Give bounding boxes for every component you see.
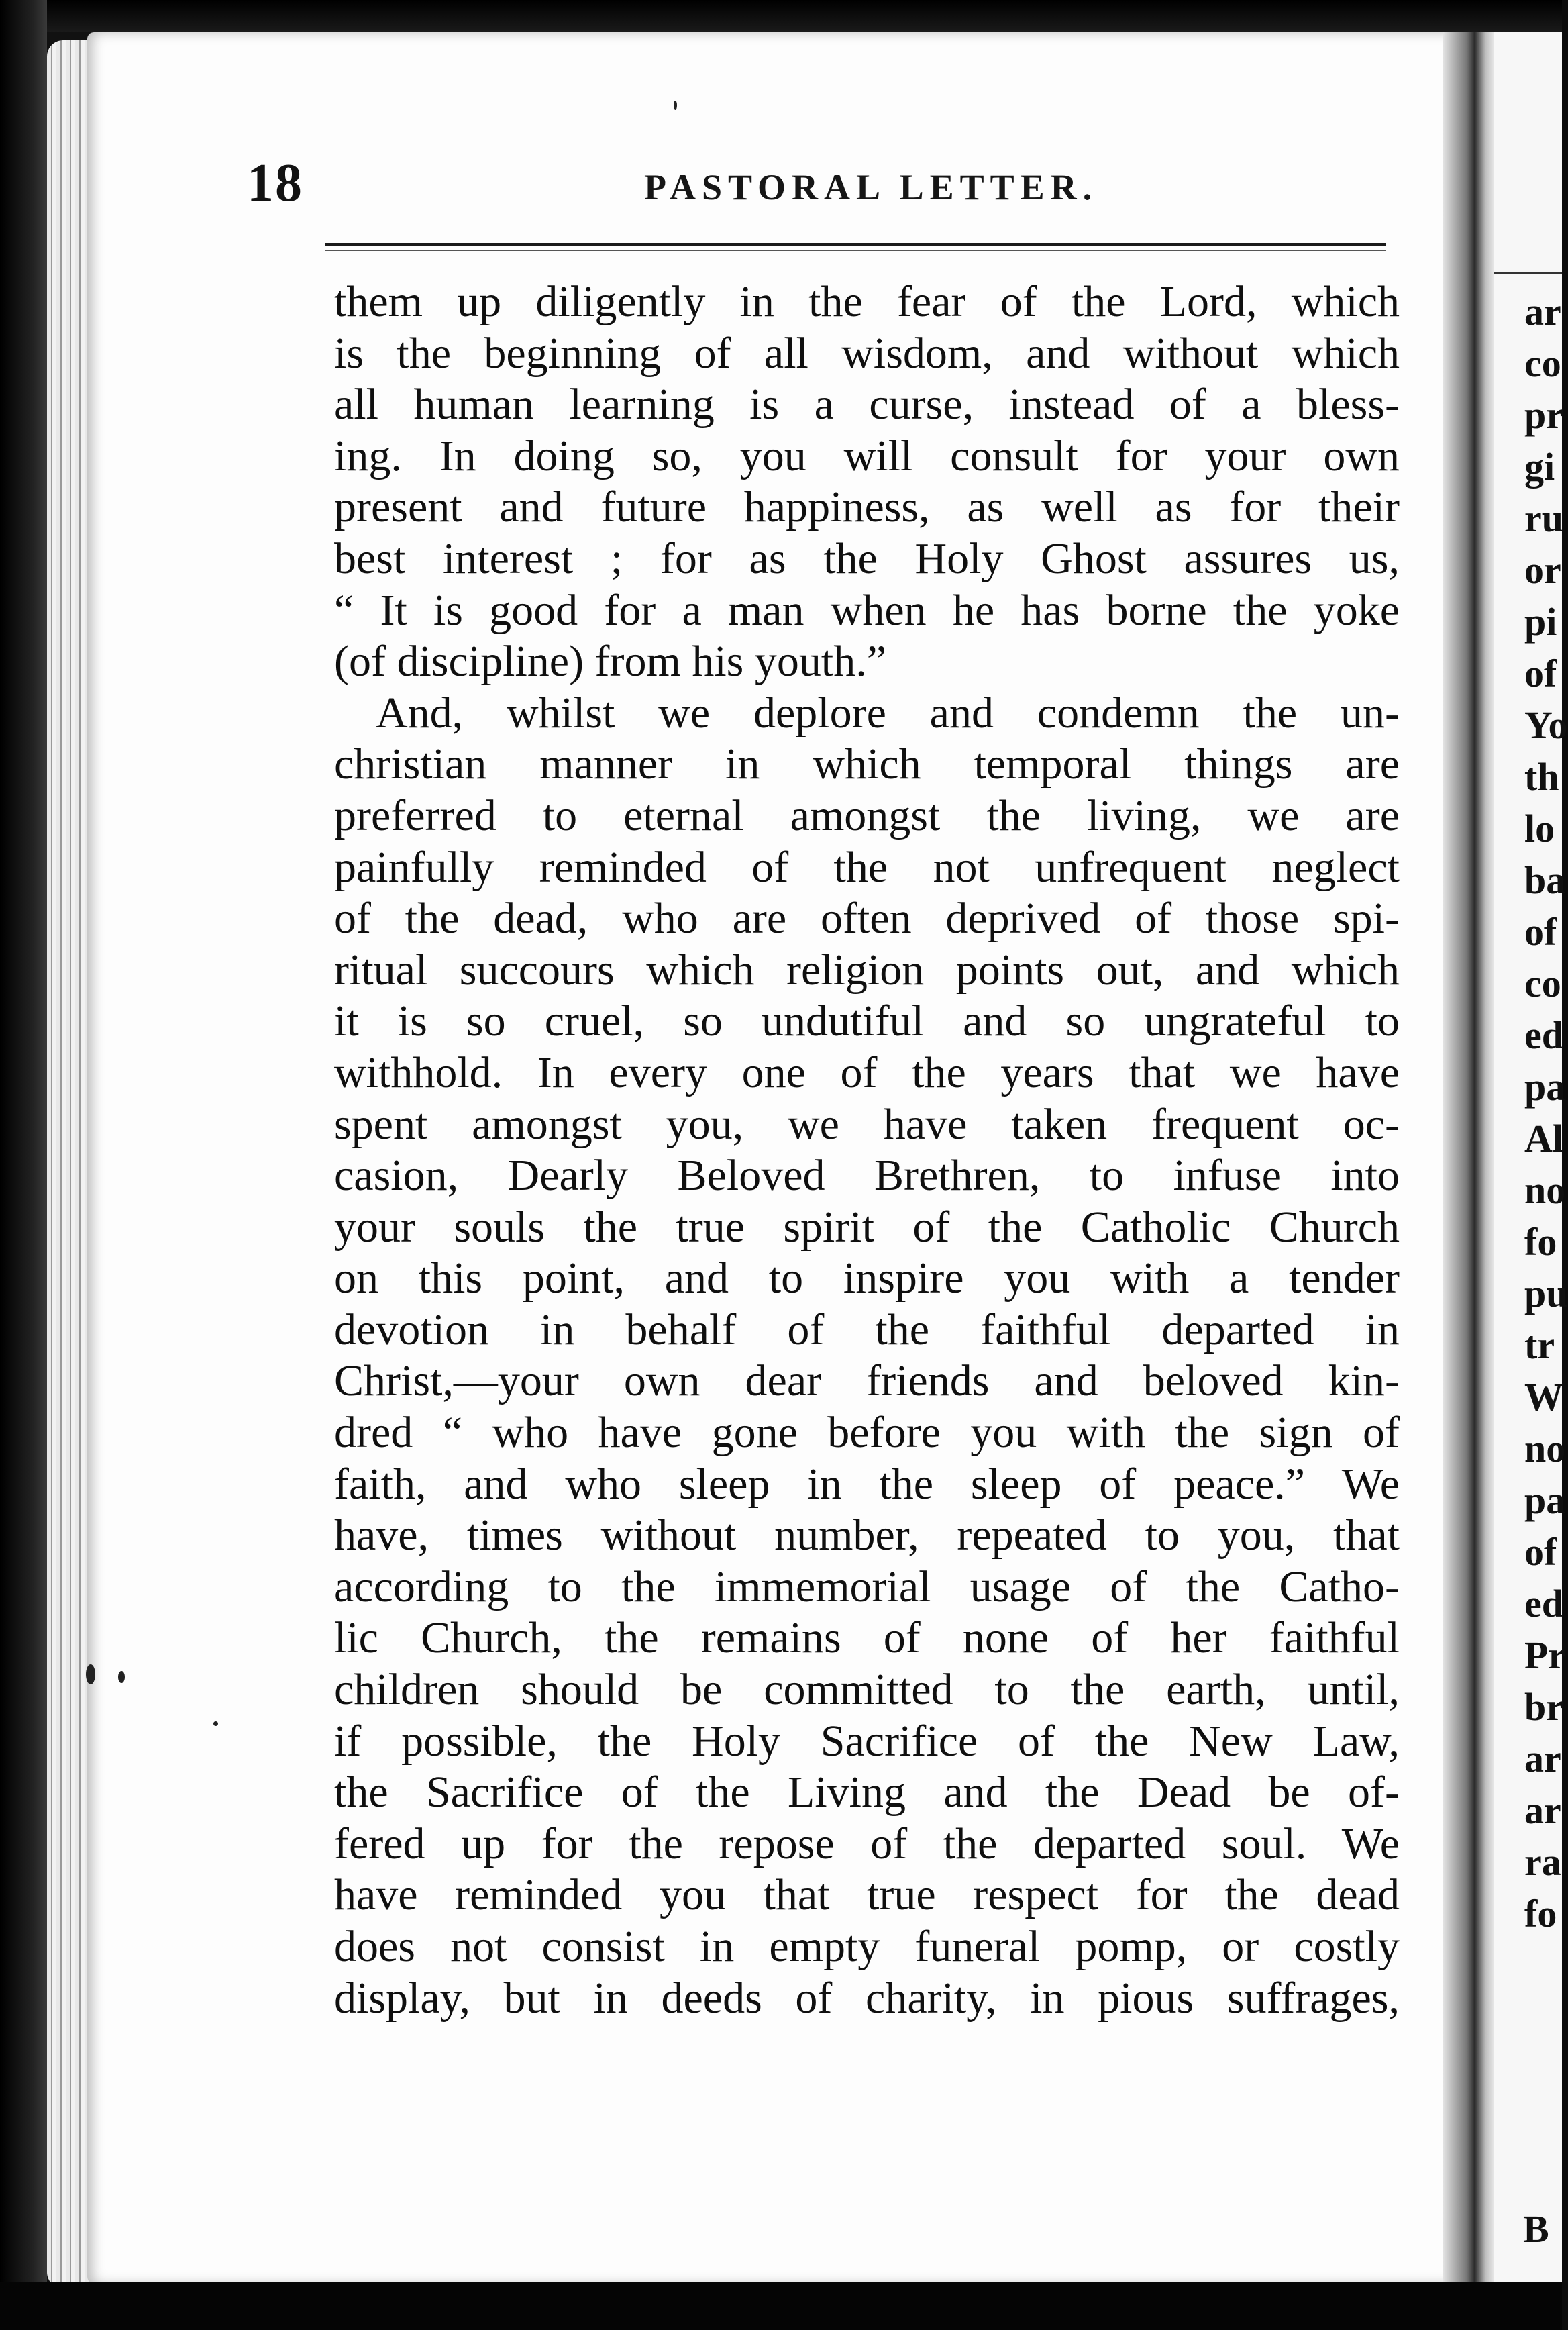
- text-line: does not consist in empty funeral pomp, or costly: [334, 1922, 1400, 1971]
- facing-line: fo: [1524, 1220, 1557, 1264]
- margin-speck: [213, 1721, 218, 1726]
- text-line: have, times without number, repeated to you, that: [334, 1511, 1400, 1560]
- text-line: devotion in behalf of the faithful departed in: [334, 1305, 1400, 1354]
- facing-line: pa: [1524, 1478, 1566, 1522]
- facing-page-final-letter: B: [1523, 2207, 1549, 2251]
- facing-line: pa: [1524, 1065, 1566, 1109]
- facing-line: no: [1524, 1427, 1566, 1470]
- text-line: (of discipline) from his youth.”: [334, 637, 887, 687]
- facing-line: ra: [1524, 1840, 1561, 1884]
- margin-speck: [118, 1671, 125, 1683]
- text-line: casion, Dearly Beloved Brethren, to infuse into: [334, 1151, 1400, 1201]
- text-line: fered up for the repose of the departed soul. We: [334, 1819, 1400, 1868]
- facing-line: Al: [1524, 1117, 1563, 1160]
- page-number: 18: [247, 154, 303, 213]
- facing-line: ba: [1524, 858, 1566, 902]
- text-line: And, whilst we deplore and condemn the un-: [376, 688, 1400, 738]
- facing-line: ar: [1524, 290, 1561, 334]
- facing-line: gi: [1524, 445, 1555, 489]
- facing-line: Yo: [1524, 703, 1568, 747]
- header-rule: [325, 243, 1386, 246]
- facing-line: fo: [1524, 1892, 1557, 1935]
- text-line: withhold. In every one of the years that we have: [334, 1048, 1400, 1097]
- facing-line: of: [1524, 1530, 1557, 1574]
- text-line: if possible, the Holy Sacrifice of the New Law,: [334, 1716, 1400, 1766]
- facing-line: or: [1524, 548, 1561, 592]
- facing-header-rule: [1494, 272, 1562, 274]
- facing-line: pi: [1524, 600, 1557, 644]
- running-head: PASTORAL LETTER.: [644, 167, 1098, 207]
- facing-line: co: [1524, 962, 1561, 1005]
- text-line: best interest ; for as the Holy Ghost assures us,: [334, 534, 1400, 583]
- text-line: them up diligently in the fear of the Lord, which: [334, 277, 1400, 326]
- text-line: painfully reminded of the not unfrequent neglect: [334, 842, 1400, 892]
- text-line: your souls the true spirit of the Catholic Church: [334, 1202, 1400, 1252]
- text-line: is the beginning of all wisdom, and without which: [334, 328, 1400, 378]
- text-line: christian manner in which temporal things are: [334, 740, 1400, 789]
- facing-line: ed: [1524, 1582, 1563, 1625]
- margin-speck: [674, 101, 677, 110]
- header-rule-thin: [325, 250, 1386, 251]
- facing-line: br: [1524, 1685, 1563, 1729]
- facing-line: pr: [1524, 393, 1563, 437]
- text-line: spent amongst you, we have taken frequent oc-: [334, 1099, 1400, 1149]
- facing-line: tr: [1524, 1323, 1555, 1367]
- facing-line: th: [1524, 755, 1559, 799]
- text-line: according to the immemorial usage of the Catho-: [334, 1562, 1400, 1611]
- text-line: preferred to eternal amongst the living, we are: [334, 791, 1400, 840]
- facing-line: ar: [1524, 1788, 1561, 1832]
- body-text: [334, 276, 1408, 2024]
- facing-line: no: [1524, 1168, 1566, 1212]
- facing-line: W: [1524, 1375, 1563, 1419]
- text-line: ritual succours which religion points out, and which: [334, 945, 1400, 995]
- book-gutter: [1443, 32, 1496, 2284]
- text-line: ing. In doing so, you will consult for your own: [334, 431, 1400, 480]
- text-line: present and future happiness, as well as for their: [334, 483, 1400, 532]
- text-line: lic Church, the remains of none of her faithful: [334, 1613, 1400, 1663]
- scan-border-bottom: [0, 2282, 1562, 2330]
- text-line: the Sacrifice of the Living and the Dead be of-: [334, 1768, 1400, 1817]
- text-line: children should be committed to the earth, until,: [334, 1665, 1400, 1715]
- facing-line: lo: [1524, 807, 1555, 850]
- text-line: Christ,—your own dear friends and beloved kin-: [334, 1356, 1400, 1406]
- facing-line: ru: [1524, 497, 1563, 540]
- facing-page-text: [1524, 286, 1568, 1939]
- margin-speck: [86, 1664, 95, 1684]
- facing-line: of: [1524, 652, 1557, 695]
- scan-border-left: [0, 0, 47, 2330]
- text-line: display, but in deeds of charity, in pious suffrages,: [334, 1973, 1400, 2023]
- text-line: on this point, and to inspire you with a tender: [334, 1254, 1400, 1303]
- scan-border-top: [0, 0, 1562, 32]
- facing-line: pu: [1524, 1272, 1568, 1315]
- facing-line: of: [1524, 910, 1557, 954]
- facing-line: co: [1524, 342, 1561, 385]
- text-line: all human learning is a curse, instead of a bless-: [334, 380, 1400, 429]
- facing-line: Pr: [1524, 1633, 1566, 1677]
- text-line: faith, and who sleep in the sleep of peace.” We: [334, 1459, 1400, 1509]
- text-line: “ It is good for a man when he has borne the yoke: [334, 585, 1400, 635]
- text-line: of the dead, who are often deprived of those spi-: [334, 894, 1400, 944]
- text-line: have reminded you that true respect for the dead: [334, 1870, 1400, 1920]
- text-line: dred “ who have gone before you with the sign of: [334, 1408, 1400, 1458]
- facing-line: ed: [1524, 1013, 1563, 1057]
- text-line: it is so cruel, so undutiful and so ungrateful to: [334, 997, 1400, 1046]
- facing-page: [1494, 32, 1568, 2284]
- facing-line: ar: [1524, 1737, 1561, 1780]
